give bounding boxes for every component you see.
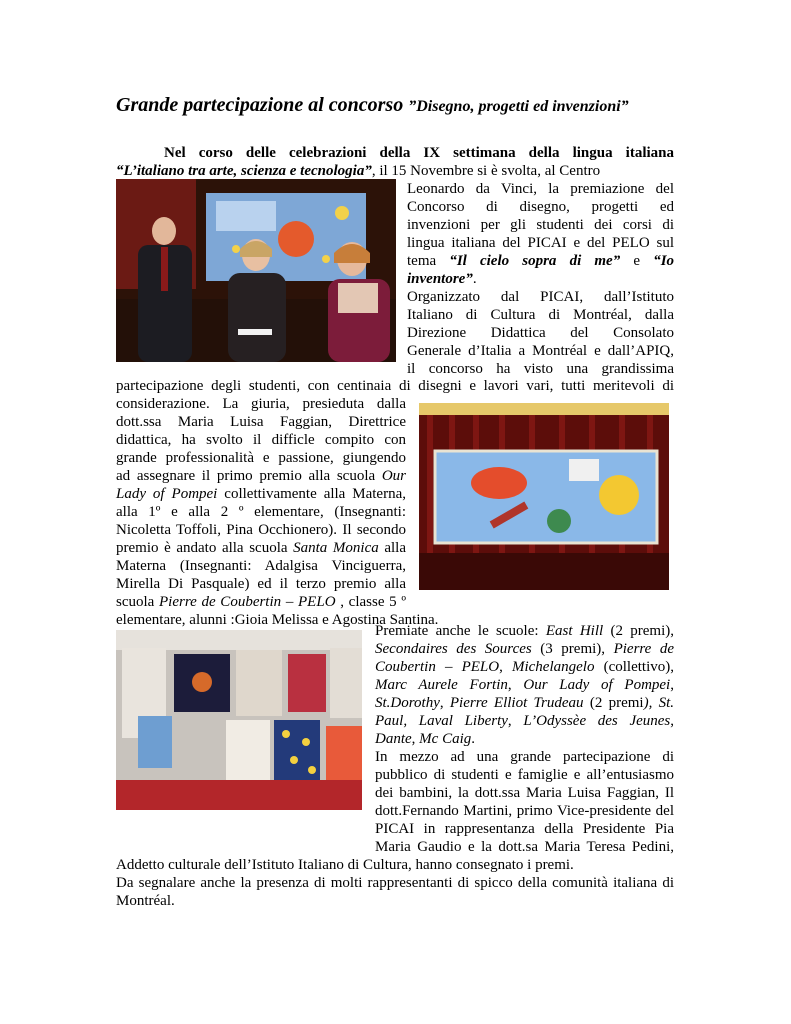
article-title — [116, 92, 716, 120]
text-line: scuola Pierre de Coubertin – PELO , classe 5 º — [116, 594, 406, 610]
text-line: Nicoletta Toffoli, Pina Occhionero). Il secondo — [116, 522, 406, 538]
text-line: dei bambini, la dott.ssa Maria Luisa Faggian, Il — [375, 785, 674, 801]
text-line: partecipazione degli studenti, con centinaia di disegni e lavori vari, tutti meritevoli di — [116, 378, 674, 394]
text-line: Da segnalare anche la presenza di molti rappresentanti di spicco della comunità italiana di — [116, 875, 674, 891]
photo-award-presenters — [116, 179, 396, 362]
text-line: dott.ssa Maria Luisa Faggian, Direttrice — [116, 414, 406, 430]
text-line: inventore”. — [407, 271, 477, 287]
photo-exhibition-hall — [116, 630, 362, 810]
text-line: Secondaires des Sources (3 premi), Pierre de — [375, 641, 675, 657]
text-line: didattica, ha svolto il difficle compito con — [116, 432, 406, 448]
text-line: Maria Gaudio e la dott.sa Maria Teresa Pedini, — [375, 839, 674, 855]
text-line: Concorso di disegno, progetti ed — [407, 199, 674, 215]
text-line: il concorso ha visto una grandissima — [407, 361, 674, 377]
text-line: lingua italiana del PICAI e del PELO sul — [407, 235, 674, 251]
text-line: elementare, alunni :Gioia Melissa e Agostina Santina. — [116, 612, 439, 628]
text-line: St.Dorothy, Pierre Elliot Trudeau (2 premi), St. — [375, 695, 675, 711]
text-line: considerazione. La giuria, presieduta dalla — [116, 396, 406, 412]
text-line: Materna (Insegnanti: Adalgisa Vinciguerra, — [116, 558, 406, 574]
text-line: ad assegnare il primo premio alla scuola Our — [116, 468, 406, 484]
text-line: Premiate anche le scuole: East Hill (2 premi), — [375, 623, 675, 639]
text-line: invenzioni per gli studenti dei corsi di — [407, 217, 674, 233]
text-line: alla 1º e alla 2 º elementare, (Insegnanti: — [116, 504, 406, 520]
text-line: Montréal. — [116, 893, 175, 909]
text-line: tema “Il cielo sopra di me” e “Io — [407, 253, 675, 269]
text-line: Mirella Di Pasquale) ed il terzo premio alla — [116, 576, 406, 592]
title-quote: ”Disegno, progetti ed invenzioni” — [408, 98, 629, 115]
text-line: grande professionalità e passione, giungendo — [116, 450, 406, 466]
text-line: Marc Aurele Fortin, Our Lady of Pompei, — [375, 677, 674, 693]
text-line: dott.Fernando Martini, primo Vice-presidente del — [375, 803, 674, 819]
text-line: In mezzo ad una grande partecipazione di — [375, 749, 674, 765]
text-line: Direzione Didattica del Consolato — [407, 325, 674, 341]
text-line: premio è andato alla scuola Santa Monica alla — [116, 540, 406, 556]
text-line: Generale d’Italia a Montréal e dall’APIQ, — [407, 343, 674, 359]
text-line: Paul, Laval Liberty, L’Odyssèe des Jeunes, — [375, 713, 674, 729]
title-main: Grande partecipazione al concorso — [116, 94, 404, 116]
text-line: Nel corso delle celebrazioni della IX settimana della lingua italiana — [164, 145, 674, 161]
text-line: Lady of Pompei collettivamente alla Materna, — [116, 486, 406, 502]
photo-drawing-on-stage — [419, 403, 669, 590]
text-line: “L’italiano tra arte, scienza e tecnologia”, il 15 Novembre si è svolta, al Centro — [116, 163, 601, 179]
text-line: Italiano di Cultura di Montréal, dalla — [407, 307, 674, 323]
text-line: Dante, Mc Caig. — [375, 731, 475, 747]
text-line: Leonardo da Vinci, la premiazione del — [407, 181, 674, 197]
text-line: PICAI in rappresentanza della Presidente Pia — [375, 821, 674, 837]
text-line: pubblico di studenti e famiglie e all’entusiasmo — [375, 767, 674, 783]
text-line: Addetto culturale dell’Istituto Italiano di Cultura, hanno consegnato i premi. — [116, 857, 574, 873]
text-line: Organizzato dal PICAI, dall’Istituto — [407, 289, 674, 305]
text-line: Coubertin – PELO, Michelangelo (collettivo), — [375, 659, 675, 675]
